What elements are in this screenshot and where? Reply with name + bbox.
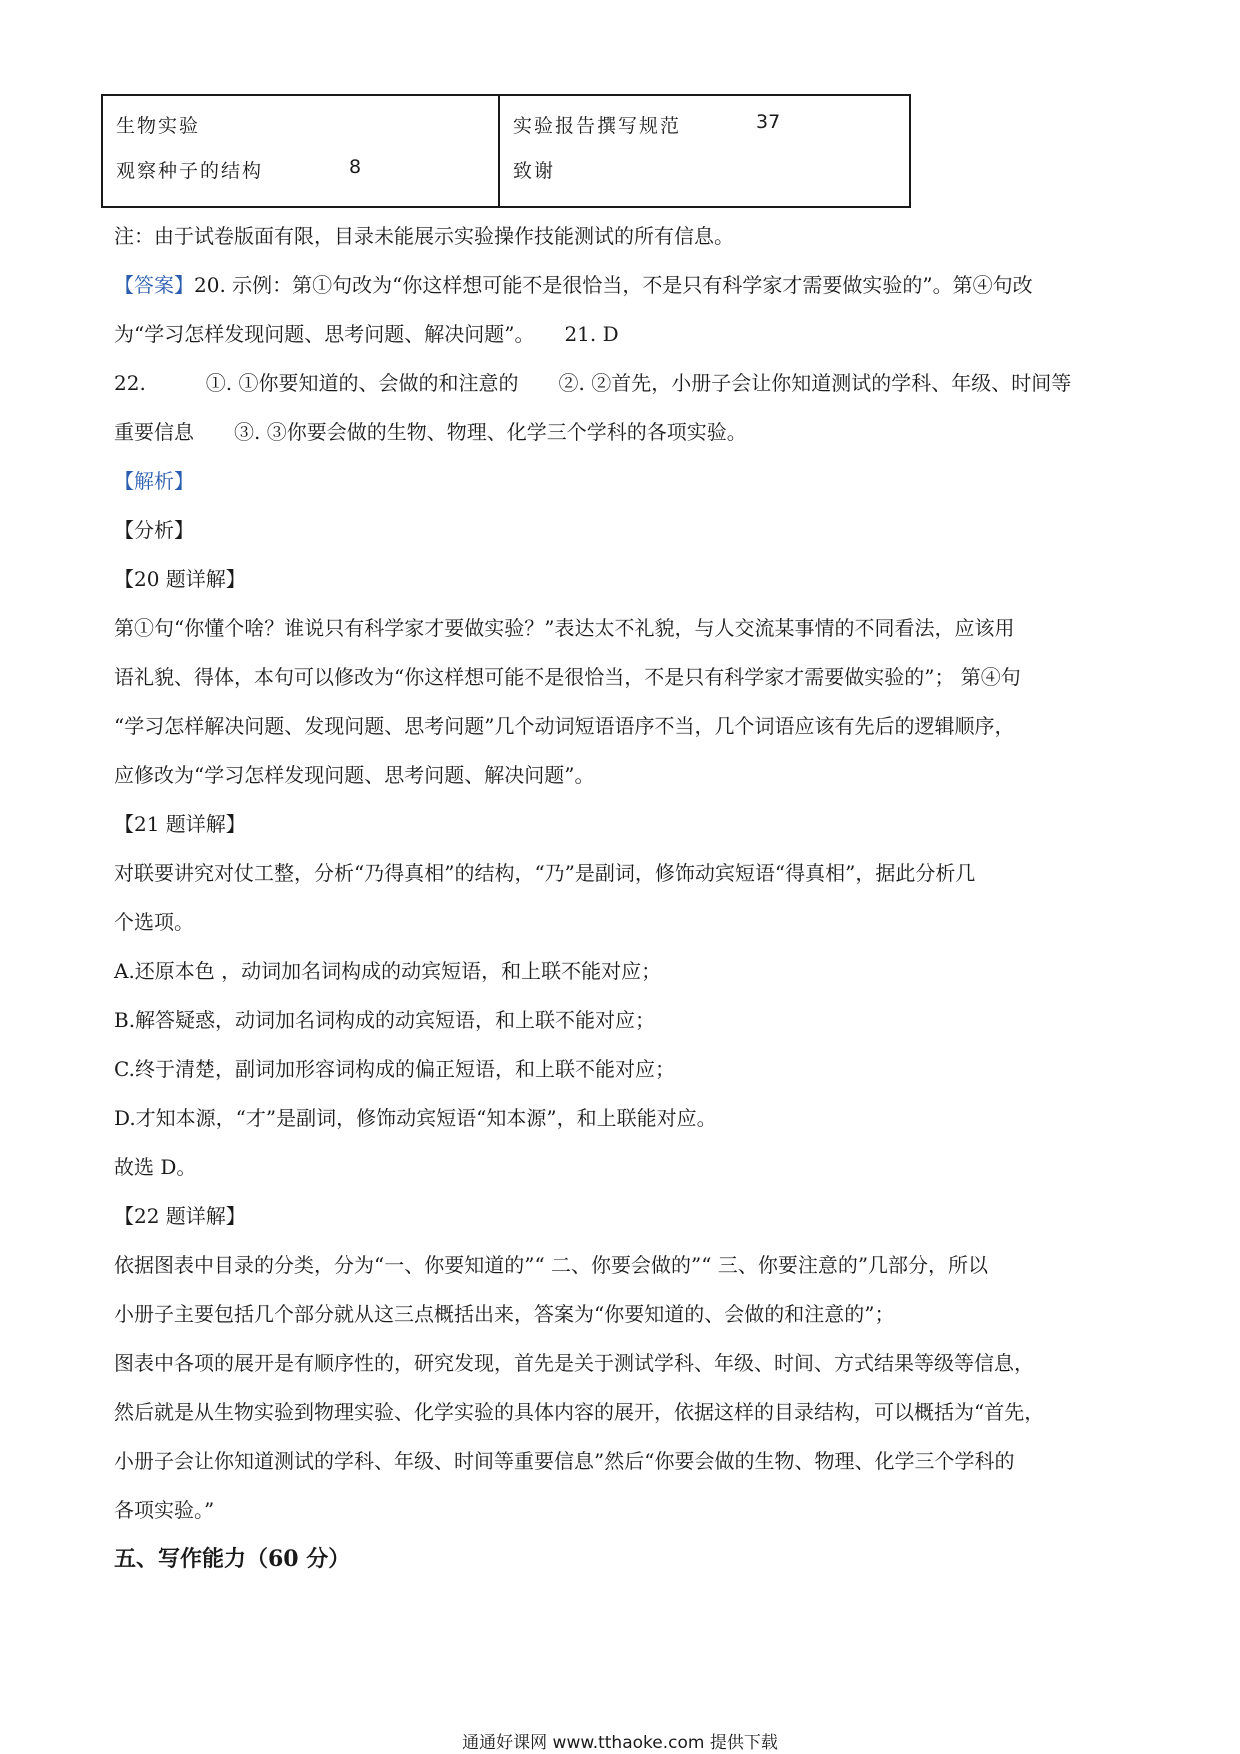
q21-line: 个选项。 bbox=[114, 910, 194, 934]
q21-option-c: C.终于清楚，副词加形容词构成的偏正短语，和上联不能对应； bbox=[114, 1057, 675, 1081]
answer-line-3: 22. ①. ①你要知道的、会做的和注意的 ②. ②首先，小册子会让你知道测试的学科、年级、时间等 bbox=[114, 371, 1072, 395]
toc-table bbox=[101, 94, 911, 208]
q22-heading: 【22 题详解】 bbox=[114, 1204, 246, 1228]
analysis-subheading: 【分析】 bbox=[114, 518, 194, 542]
q20-line: 语礼貌、得体，本句可以修改为“你这样想可能不是很恰当，不是只有科学家才需要做实验的”； 第④句 bbox=[114, 665, 1021, 689]
q21-option-a: A.还原本色 ，动词加名词构成的动宾短语，和上联不能对应； bbox=[114, 959, 662, 983]
q22-line: 小册子主要包括几个部分就从这三点概括出来，答案为“你要知道的、会做的和注意的”； bbox=[114, 1302, 895, 1326]
toc-page-number: 8 bbox=[349, 156, 362, 178]
toc-note: 注：由于试卷版面有限，目录未能展示实验操作技能测试的所有信息。 bbox=[114, 224, 734, 248]
q22-line: 图表中各项的展开是有顺序性的，研究发现，首先是关于测试学科、年级、时间、方式结果等级等信息， bbox=[114, 1351, 1034, 1375]
q20-heading: 【20 题详解】 bbox=[114, 567, 246, 591]
q21-conclusion: 故选 D。 bbox=[114, 1155, 197, 1179]
footer-source: 通通好课网 www.tthaoke.com 提供下载 bbox=[462, 1733, 778, 1753]
q20-line: 应修改为“学习怎样发现问题、思考问题、解决问题”。 bbox=[114, 763, 595, 787]
toc-page-number: 37 bbox=[756, 111, 781, 133]
analysis-tag: 【解析】 bbox=[114, 469, 194, 493]
toc-item-biology-experiment: 生物实验 bbox=[116, 115, 201, 137]
q22-line: 小册子会让你知道测试的学科、年级、时间等重要信息”然后“你要会做的生物、物理、化学三个学科的 bbox=[114, 1449, 1015, 1473]
answer-line-1 bbox=[114, 271, 1033, 299]
q21-heading: 【21 题详解】 bbox=[114, 812, 246, 836]
q21-option-d: D.才知本源，“才”是副词，修饰动宾短语“知本源”，和上联能对应。 bbox=[114, 1106, 717, 1130]
answer-line-2: 为“学习怎样发现问题、思考问题、解决问题”。 21. D bbox=[114, 322, 619, 346]
q21-line: 对联要讲究对仗工整，分析“乃得真相”的结构，“乃”是副词，修饰动宾短语“得真相”，据此分析几 bbox=[114, 861, 976, 885]
q22-line: 各项实验。” bbox=[114, 1498, 215, 1522]
section-title: 五、写作能力（60 分） bbox=[114, 1546, 351, 1572]
q22-line: 然后就是从生物实验到物理实验、化学实验的具体内容的展开，依据这样的目录结构，可以概括为“首先， bbox=[114, 1400, 1045, 1424]
toc-item-acknowledgement: 致谢 bbox=[513, 160, 556, 182]
toc-item-report-spec: 实验报告撰写规范 bbox=[513, 115, 682, 137]
q22-line: 依据图表中目录的分类，分为“一、你要知道的”“ 二、你要会做的”“ 三、你要注意的”几部分，所以 bbox=[114, 1253, 989, 1277]
answer-line-4: 重要信息 ③. ③你要会做的生物、物理、化学三个学科的各项实验。 bbox=[114, 420, 747, 444]
answer-tag: 【答案】 bbox=[114, 273, 194, 297]
toc-item-observe-seed: 观察种子的结构 bbox=[116, 160, 264, 182]
q20-line: 第①句“你懂个啥？谁说只有科学家才要做实验？”表达太不礼貌，与人交流某事情的不同看法，应该用 bbox=[114, 616, 1015, 640]
answer-text: 20. 示例：第①句改为“你这样想可能不是很恰当，不是只有科学家才需要做实验的”。第④句改 bbox=[194, 273, 1033, 297]
q21-option-b: B.解答疑惑，动词加名词构成的动宾短语，和上联不能对应； bbox=[114, 1008, 656, 1032]
q20-line: “学习怎样解决问题、发现问题、思考问题”几个动词短语语序不当，几个词语应该有先后的逻辑顺序， bbox=[114, 714, 1015, 738]
toc-right-column bbox=[500, 96, 909, 206]
toc-left-column bbox=[103, 96, 500, 206]
